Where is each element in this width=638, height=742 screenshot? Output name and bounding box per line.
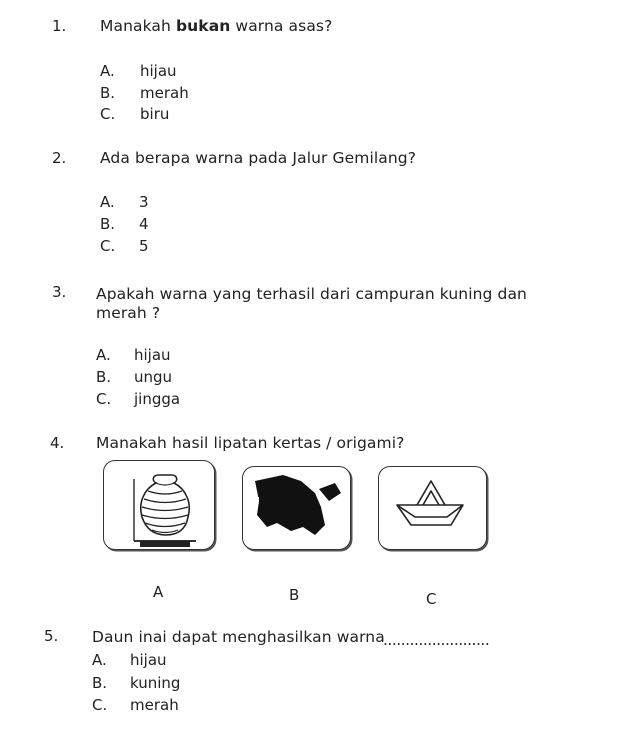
answer-blank: ........................ — [383, 631, 490, 649]
option-letter: C. — [96, 390, 112, 408]
question-number: 1. — [52, 17, 67, 35]
option-text: kuning — [130, 674, 181, 692]
clay-vase-icon — [104, 461, 214, 549]
option-text: 3 — [139, 193, 149, 211]
question-text-part: warna asas? — [230, 17, 333, 35]
image-card-c — [378, 466, 487, 550]
question-number: 2. — [52, 149, 67, 167]
option-text: hijau — [140, 62, 177, 80]
option-letter: A. — [100, 62, 115, 80]
option-letter: A. — [100, 193, 115, 211]
option-letter: B. — [100, 215, 116, 233]
option-letter: C. — [92, 696, 108, 714]
question-number: 4. — [50, 434, 65, 452]
option-letter: B. — [96, 368, 112, 386]
option-text: biru — [140, 105, 170, 123]
question-text-part: Manakah — [100, 17, 176, 35]
option-text: hijau — [130, 651, 167, 669]
question-text-line2: merah ? — [96, 304, 161, 322]
question-text: Manakah hasil lipatan kertas / origami? — [96, 434, 405, 452]
option-text: merah — [130, 696, 179, 714]
option-text: 4 — [139, 215, 149, 233]
black-paper-shape-icon — [243, 467, 350, 549]
option-letter: B. — [92, 674, 108, 692]
image-caption-a: A — [153, 583, 164, 601]
option-letter: C. — [100, 105, 116, 123]
paper-boat-icon — [379, 467, 486, 549]
option-text: merah — [140, 84, 189, 102]
question-text-line1: Apakah warna yang terhasil dari campuran kuning dan — [96, 285, 527, 303]
question-number: 5. — [44, 627, 59, 645]
option-text: ungu — [134, 368, 173, 386]
option-text: 5 — [139, 237, 149, 255]
image-caption-c: C — [426, 590, 437, 608]
question-text: Daun inai dapat menghasilkan warna — [92, 628, 385, 646]
option-letter: C. — [100, 237, 116, 255]
option-text: jingga — [134, 390, 181, 408]
image-card-a — [103, 460, 215, 550]
question-text-bold: bukan — [175, 17, 231, 35]
option-text: hijau — [134, 346, 171, 364]
option-letter: A. — [96, 346, 111, 364]
question-text — [100, 17, 332, 35]
question-number: 3. — [52, 283, 67, 301]
option-letter: B. — [100, 84, 116, 102]
image-card-b — [242, 466, 351, 550]
option-letter: A. — [92, 651, 107, 669]
image-caption-b: B — [289, 586, 300, 604]
question-text: Ada berapa warna pada Jalur Gemilang? — [100, 149, 417, 167]
